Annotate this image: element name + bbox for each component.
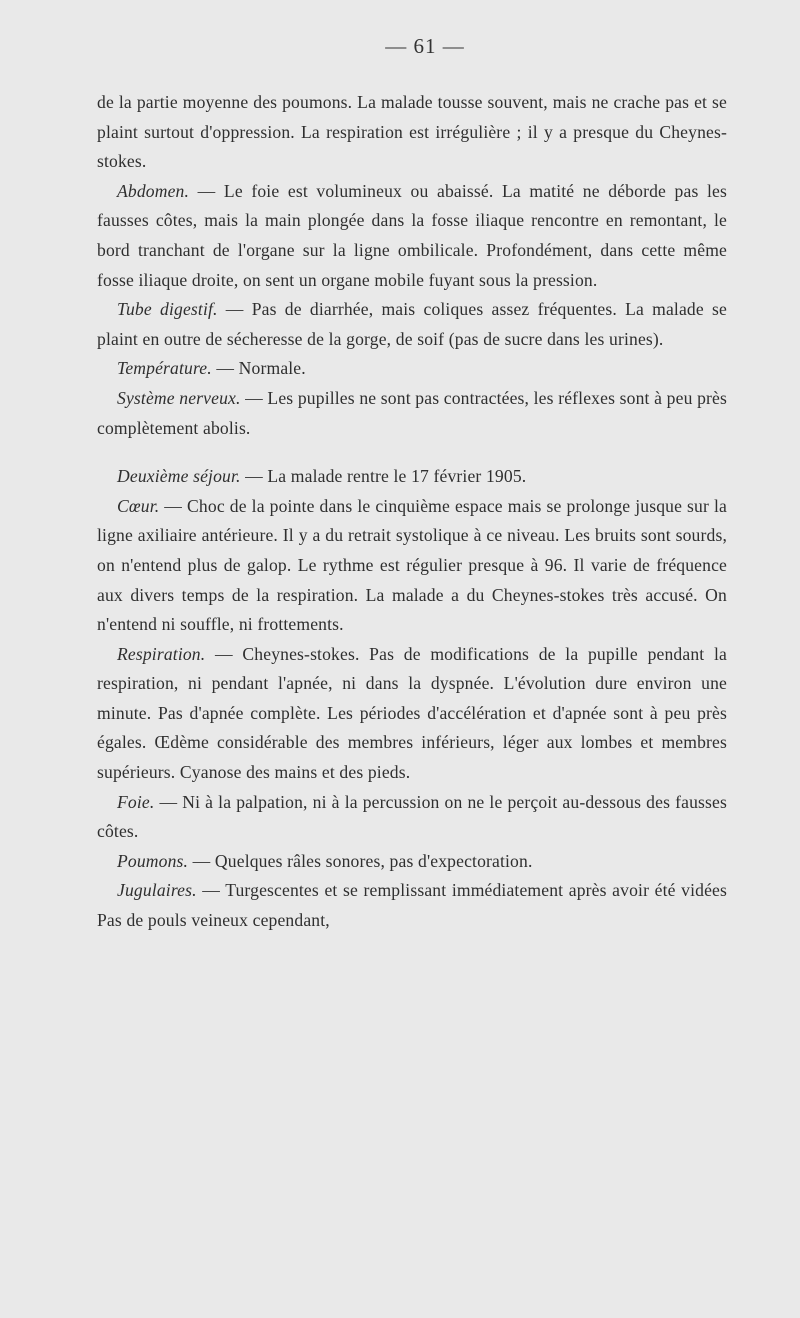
paragraph-lungs (97, 847, 727, 877)
section-label: Respiration. (117, 643, 206, 664)
paragraph-abdomen (97, 177, 727, 295)
section-label: Système nerveux. (117, 387, 241, 408)
paragraph-nervous-system (97, 384, 727, 443)
section-label: Jugulaires. (117, 880, 197, 901)
paragraph-text: — Le foie est volumineux ou abaissé. La matité ne déborde pas les fausses côtes, mais la main plongée dans la fosse iliaque rencontre en remontant, le bord tranchant de l'organe sur la ligne ombilicale. Profondément, dans cette même fosse iliaque droite, on sent un organe mobile fuyant sous la pression. (97, 180, 727, 290)
section-label: Abdomen. (117, 180, 190, 201)
paragraph-text: — La malade rentre le 17 février 1905. (240, 466, 527, 487)
section-label: Tube digestif. (117, 299, 218, 320)
paragraph-heart (97, 492, 727, 640)
paragraph-temperature (97, 354, 727, 384)
paragraph-digestive-tract (97, 295, 727, 354)
paragraph-text: — Choc de la pointe dans le cinquième espace mais se prolonge jusque sur la ligne axiliaire antérieure. Il y a du retrait systolique à ce niveau. Les bruits sont sourds, on n'entend plus de galop. Le rythme est régulier presque à 96. Il varie de fréquence aux divers temps de la respiration. La malade a du Cheynes-stokes très accusé. On n'entend ni souffle, ni frottements. (97, 495, 727, 635)
section-label: Température. (117, 358, 212, 379)
paragraph-text: — Quelques râles sonores, pas d'expectoration. (188, 850, 533, 871)
paragraph-second-stay (97, 462, 727, 492)
paragraph-text: — Pas de diarrhée, mais coliques assez fréquentes. La malade se plaint en outre de sécheresse de la gorge, de soif (pas de sucre dans les urines). (97, 299, 727, 349)
paragraph-text: — Les pupilles ne sont pas contractées, les réflexes sont à peu près complètement abolis. (97, 387, 727, 438)
paragraph-text: — Turgescentes et se remplissant immédiatement après avoir été vidées Pas de pouls veineux cependant, (97, 880, 727, 931)
paragraph-lungs-continued (97, 88, 727, 177)
section-label: Foie. (117, 791, 155, 812)
paragraph-text: — Ni à la palpation, ni à la percussion on ne le perçoit au-dessous des fausses côtes. (97, 791, 727, 842)
page-number: — 61 — (385, 34, 465, 58)
body-text (97, 88, 727, 936)
paragraph-text: de la partie moyenne des poumons. La malade tousse souvent, mais ne crache pas et se plaint surtout d'oppression. La respiration est irrégulière ; il y a presque du Cheynes-stokes. (97, 92, 727, 172)
paragraph-respiration (97, 640, 727, 788)
section-label: Cœur. (117, 495, 160, 516)
section-label: Poumons. (117, 850, 189, 871)
paragraph-liver (97, 788, 727, 847)
paragraph-text: — Cheynes-stokes. Pas de modifications de la pupille pendant la respiration, ni pendant l'apnée, ni dans la dyspnée. L'évolution dure environ une minute. Pas d'apnée complète. Les périodes d'accélération et d'apnée sont à peu près égales. Œdème considérable des membres inférieurs, léger aux lombes et membres supérieurs. Cyanose des mains et des pieds. (97, 643, 727, 783)
paragraph-text: — Normale. (211, 358, 306, 379)
paragraph-jugulars (97, 876, 727, 935)
section-label: Deuxième séjour. (117, 466, 241, 487)
